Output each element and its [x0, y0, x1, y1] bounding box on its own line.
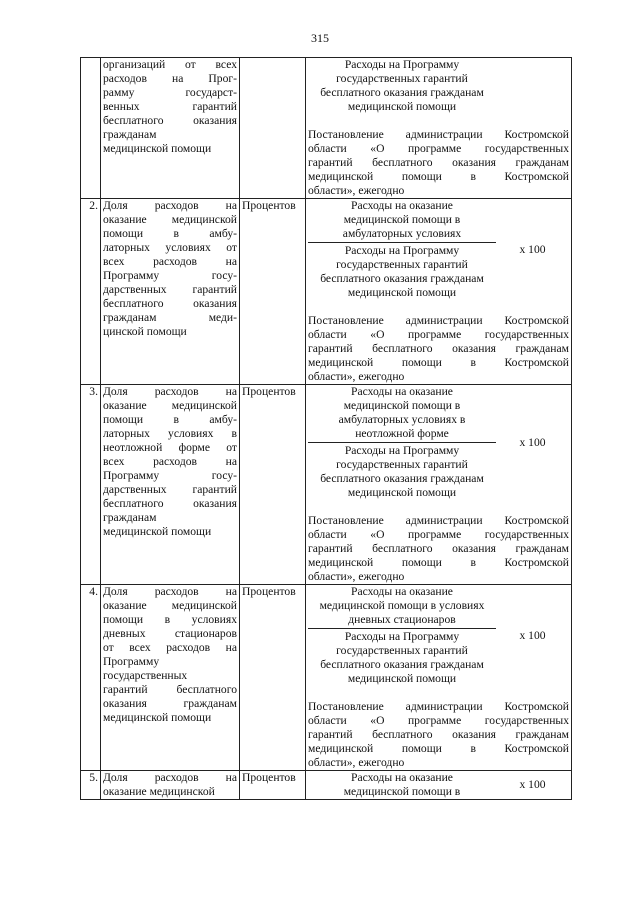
formula-multiplier: x 100 — [519, 628, 546, 642]
indicator-name-line: дарственных гарантий — [103, 483, 237, 496]
indicator-name-line: организаций от всех — [103, 58, 237, 71]
decree-line: гарантий бесплатного оказания гражданам — [308, 728, 569, 741]
formula — [308, 199, 569, 300]
source-decree — [308, 700, 569, 770]
decree-line: Постановление администрации Костромской — [308, 314, 569, 327]
calculation-method — [306, 199, 572, 385]
indicator-name-line: Программу — [103, 655, 160, 668]
indicator-name-line: помощи в амбу- — [103, 413, 237, 426]
unit-of-measure: Процентов — [240, 771, 306, 800]
formula — [308, 385, 569, 500]
numerator-line: медицинской помощи — [347, 100, 457, 113]
numerator-line: Расходы на оказание — [351, 585, 453, 598]
formula — [308, 771, 569, 799]
indicator-name-line: оказание медицинской — [103, 213, 237, 226]
formula-multiplier: x 100 — [519, 242, 546, 256]
numerator-line: медицинской помощи в — [343, 213, 461, 226]
denominator-line: медицинской помощи — [347, 486, 457, 499]
denominator-line: Расходы на Программу — [344, 244, 460, 257]
table-row — [81, 585, 572, 771]
indicator-name-line: оказание медицинской — [103, 599, 237, 612]
indicator-name-line: расходов на Прог- — [103, 72, 237, 85]
row-number — [81, 58, 101, 199]
denominator-line: медицинской помощи — [347, 286, 457, 299]
indicator-name-line: латорных условиях от — [103, 241, 237, 254]
decree-line: Постановление администрации Костромской — [308, 700, 569, 713]
calculation-method — [306, 385, 572, 585]
formula-numerator — [308, 385, 496, 443]
table-row — [81, 199, 572, 385]
indicator-name — [101, 58, 240, 199]
indicator-name-line: венных гарантий — [103, 100, 237, 113]
formula-multiplier: x 100 — [519, 435, 546, 449]
indicator-name-line: Доля расходов на — [103, 385, 237, 398]
decree-line: медицинской помощи в Костромской — [308, 742, 569, 755]
page-number: 315 — [311, 31, 329, 45]
indicator-name-line: всех расходов на — [103, 455, 237, 468]
decree-line: области», ежегодно — [308, 184, 405, 197]
formula-denominator — [308, 243, 496, 300]
indicator-name-line: Доля расходов на — [103, 199, 237, 212]
numerator-line: государственных гарантий — [336, 72, 468, 85]
denominator-line: Расходы на Программу — [344, 444, 460, 457]
source-decree — [308, 128, 569, 198]
formula-numerator — [308, 771, 496, 799]
decree-line: области «О программе государственных — [308, 142, 569, 155]
indicator-name-line: бесплатного оказания — [103, 297, 237, 310]
indicator-name — [101, 771, 240, 800]
indicator-name-line: помощи в условиях — [103, 613, 237, 626]
indicator-name-line: медицинской помощи — [103, 711, 212, 724]
numerator-line: медицинской помощи в — [343, 399, 461, 412]
table-row — [81, 771, 572, 800]
indicator-name — [101, 585, 240, 771]
numerator-line: амбулаторных условиях в — [338, 413, 466, 426]
calculation-method — [306, 585, 572, 771]
unit-of-measure — [240, 58, 306, 199]
numerator-line: медицинской помощи в — [343, 785, 461, 798]
indicator-name-line: Доля расходов на — [103, 585, 237, 598]
formula-multiplier: x 100 — [519, 778, 546, 791]
indicator-name-line: Доля расходов на — [103, 771, 237, 784]
indicator-name-line: оказания гражданам — [103, 697, 237, 710]
decree-line: области», ежегодно — [308, 370, 405, 383]
indicator-name-line: помощи в амбу- — [103, 227, 237, 240]
decree-line: области», ежегодно — [308, 756, 405, 769]
formula-numerator — [308, 58, 496, 114]
indicator-name-line: медицинской помощи — [103, 525, 212, 538]
numerator-line: Расходы на оказание — [351, 771, 453, 784]
formula-fraction — [308, 58, 496, 114]
calculation-method — [306, 58, 572, 199]
denominator-line: государственных гарантий — [336, 258, 468, 271]
formula-numerator — [308, 199, 496, 243]
indicator-name-line: Программу госу- — [103, 269, 237, 282]
indicator-name — [101, 385, 240, 585]
numerator-line: Расходы на оказание — [351, 199, 453, 212]
decree-line: области «О программе государственных — [308, 528, 569, 541]
denominator-line: государственных гарантий — [336, 458, 468, 471]
decree-line: области», ежегодно — [308, 570, 405, 583]
decree-line: медицинской помощи в Костромской — [308, 356, 569, 369]
indicator-name-line: гражданам — [103, 511, 157, 524]
formula — [308, 58, 569, 114]
formula-fraction — [308, 199, 496, 300]
indicator-name-line: неотложной форме от — [103, 441, 237, 454]
indicator-name-line: всех расходов на — [103, 255, 237, 268]
denominator-line: Расходы на Программу — [344, 630, 460, 643]
indicator-name-line: Программу госу- — [103, 469, 237, 482]
calculation-method — [306, 771, 572, 800]
denominator-line: бесплатного оказания гражданам — [320, 472, 484, 485]
indicator-name-line: оказание медицинской — [103, 785, 215, 798]
unit-of-measure: Процентов — [240, 199, 306, 385]
formula-fraction — [308, 771, 496, 799]
decree-line: медицинской помощи в Костромской — [308, 556, 569, 569]
indicator-name-line: оказание медицинской — [103, 399, 237, 412]
row-number: 5. — [81, 771, 101, 800]
indicators-table — [80, 57, 572, 800]
source-decree — [308, 514, 569, 584]
indicator-name-line: государственных — [103, 669, 188, 682]
indicator-name-line: бесплатного оказания — [103, 497, 237, 510]
indicator-name-line: латорных условиях в — [103, 427, 237, 440]
formula-denominator — [308, 629, 496, 686]
row-number: 2. — [81, 199, 101, 385]
indicator-name-line: гарантий бесплатного — [103, 683, 237, 696]
row-number: 4. — [81, 585, 101, 771]
indicator-name-line: от всех расходов на — [103, 641, 237, 654]
denominator-line: бесплатного оказания гражданам — [320, 658, 484, 671]
numerator-line: неотложной форме — [355, 427, 449, 440]
decree-line: области «О программе государственных — [308, 714, 569, 727]
numerator-line: Расходы на оказание — [351, 385, 453, 398]
formula-numerator — [308, 585, 496, 629]
denominator-line: медицинской помощи — [347, 672, 457, 685]
unit-of-measure: Процентов — [240, 585, 306, 771]
unit-of-measure: Процентов — [240, 385, 306, 585]
indicator-name-line: дневных стационаров — [103, 627, 237, 640]
numerator-line: бесплатного оказания гражданам — [320, 86, 484, 99]
decree-line: Постановление администрации Костромской — [308, 514, 569, 527]
numerator-line: дневных стационаров — [348, 613, 456, 626]
source-decree — [308, 314, 569, 384]
denominator-line: государственных гарантий — [336, 644, 468, 657]
indicator-name-line: медицинской помощи — [103, 142, 212, 155]
decree-line: медицинской помощи в Костромской — [308, 170, 569, 183]
indicator-name-line: цинской помощи — [103, 325, 187, 338]
numerator-line: медицинской помощи в условиях — [319, 599, 485, 612]
row-number: 3. — [81, 385, 101, 585]
formula-denominator — [308, 443, 496, 500]
indicator-name-line: гражданам меди- — [103, 311, 237, 324]
decree-line: Постановление администрации Костромской — [308, 128, 569, 141]
table-row — [81, 385, 572, 585]
numerator-line: Расходы на Программу — [344, 58, 460, 71]
formula-fraction — [308, 385, 496, 500]
denominator-line: бесплатного оказания гражданам — [320, 272, 484, 285]
indicator-name-line: гражданам — [103, 128, 157, 141]
indicator-name-line: бесплатного оказания — [103, 114, 237, 127]
numerator-line: амбулаторных условиях — [342, 227, 462, 240]
decree-line: гарантий бесплатного оказания гражданам — [308, 156, 569, 169]
decree-line: гарантий бесплатного оказания гражданам — [308, 342, 569, 355]
indicator-name — [101, 199, 240, 385]
decree-line: гарантий бесплатного оказания гражданам — [308, 542, 569, 555]
indicator-name-line: дарственных гарантий — [103, 283, 237, 296]
table-row — [81, 58, 572, 199]
formula — [308, 585, 569, 686]
formula-fraction — [308, 585, 496, 686]
decree-line: области «О программе государственных — [308, 328, 569, 341]
indicator-name-line: рамму государст- — [103, 86, 237, 99]
